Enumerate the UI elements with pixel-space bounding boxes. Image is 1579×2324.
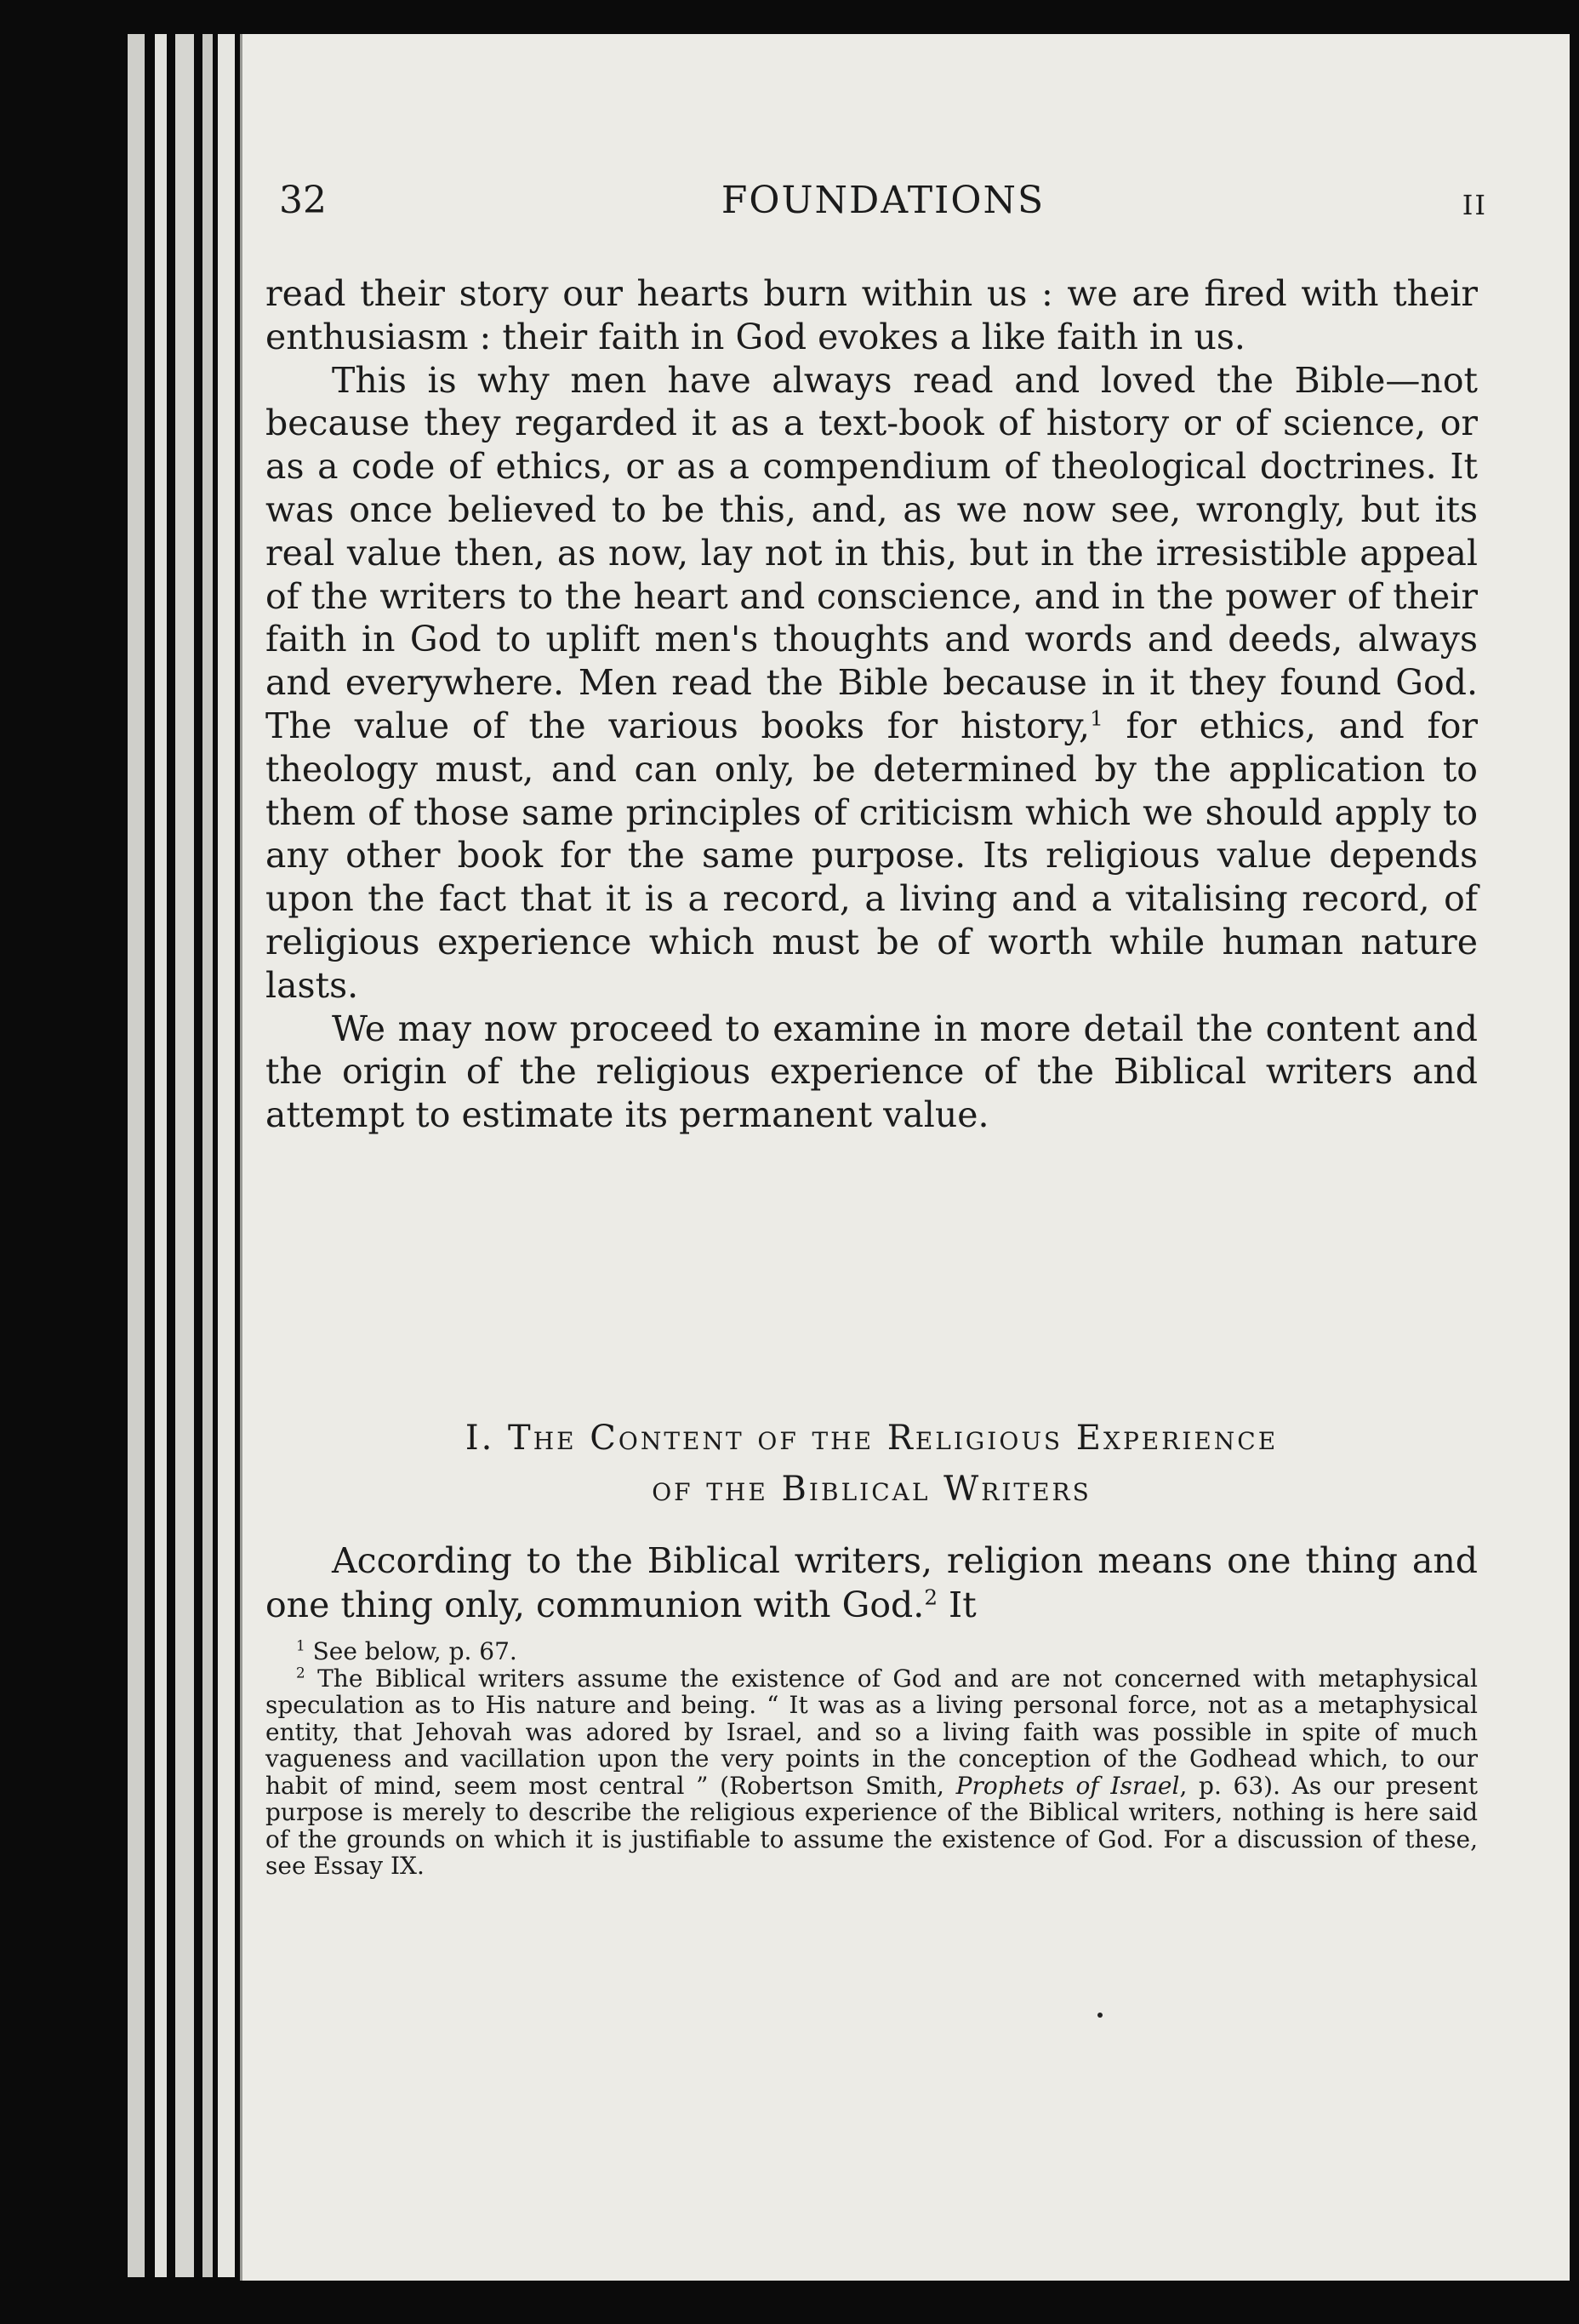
footnotes bbox=[265, 1638, 1478, 1880]
cited-title: Prophets of Israel bbox=[955, 1771, 1180, 1800]
paragraph-text: It bbox=[938, 1585, 977, 1625]
footnote-text: See below, p. 67. bbox=[305, 1637, 517, 1665]
body-text bbox=[265, 272, 1478, 1137]
paragraph-text: According to the Biblical writers, religion means one thing and one thing only, communion with God. bbox=[265, 1540, 1478, 1625]
footnote bbox=[265, 1665, 1478, 1880]
footnote-number: 2 bbox=[296, 1664, 305, 1682]
paragraph-text: This is why men have always read and loved the Bible—not because they regarded it as a text-book of history or of science, or as a code of ethics, or as a compendium of theological doctrines. It was once believed to be this, and, as we now see, wrongly, but its real value then, as now, lay not in this, but in the irresistible appeal of the writers to the heart and conscience, and in the power of their faith in God to uplift men's thoughts and words and deeds, always and everywhere. Men read the Bible because in it they found God. The value of the various books for history, bbox=[265, 359, 1478, 746]
paragraph-continued: read their story our hearts burn within us : we are fired with their enthusiasm : their faith in God evokes a like faith in us. bbox=[265, 273, 1478, 357]
paragraph bbox=[265, 359, 1478, 1008]
chapter-number: II bbox=[1462, 189, 1487, 221]
page-number: 32 bbox=[279, 179, 327, 222]
footnote bbox=[265, 1638, 1478, 1665]
footnote-number: 1 bbox=[296, 1636, 305, 1654]
section-heading bbox=[265, 1413, 1478, 1515]
paragraph bbox=[265, 1539, 1478, 1627]
section-heading-line: I. The Content of the Religious Experience bbox=[465, 1419, 1279, 1458]
page-edge bbox=[155, 34, 167, 2277]
footnote-text: , p. 63). As our present purpose is merely to describe the religious experience of the Biblical writers, nothing is here said of the grounds on which it is justifiable to assume the existence of God. For a discussion of these, see Essay IX. bbox=[265, 1771, 1478, 1880]
footnote-text: The Biblical writers assume the existence of God and are not concerned with metaphysical speculation as to His nature and being. “ It was as a living personal force, not as a metaphysical entity, that Jehovah was adored by Israel, and so a living faith was possible in spite of much vagueness and vacillation upon the very points in the conception of the Godhead which, to our habit of mind, seem most central ” (Robertson Smith, bbox=[265, 1664, 1478, 1800]
footnote-marker: 2 bbox=[924, 1585, 938, 1610]
section-body bbox=[265, 1539, 1478, 1627]
page-header bbox=[279, 162, 1487, 238]
ink-speck bbox=[1097, 2013, 1103, 2018]
running-head: FOUNDATIONS bbox=[721, 179, 1046, 222]
paragraph: We may now proceed to examine in more detail the content and the origin of the religious experience of the Biblical writers and attempt to estimate its permanent value. bbox=[265, 1008, 1478, 1136]
footnote-marker: 1 bbox=[1090, 705, 1103, 731]
paragraph-text: for ethics, and for theology must, and can only, be determined by the application to them of those same principles of criticism which we should apply to any other book for the same purpose. Its religious value depends upon the fact that it is a record, a living and a vitalising record, of religious experience which must be of worth while human nature lasts. bbox=[265, 705, 1478, 1006]
section-heading-line: of the Biblical Writers bbox=[652, 1470, 1092, 1509]
page-edge bbox=[128, 34, 145, 2277]
page-edge bbox=[175, 34, 194, 2277]
page-edge bbox=[218, 34, 235, 2277]
page-edge bbox=[202, 34, 213, 2277]
